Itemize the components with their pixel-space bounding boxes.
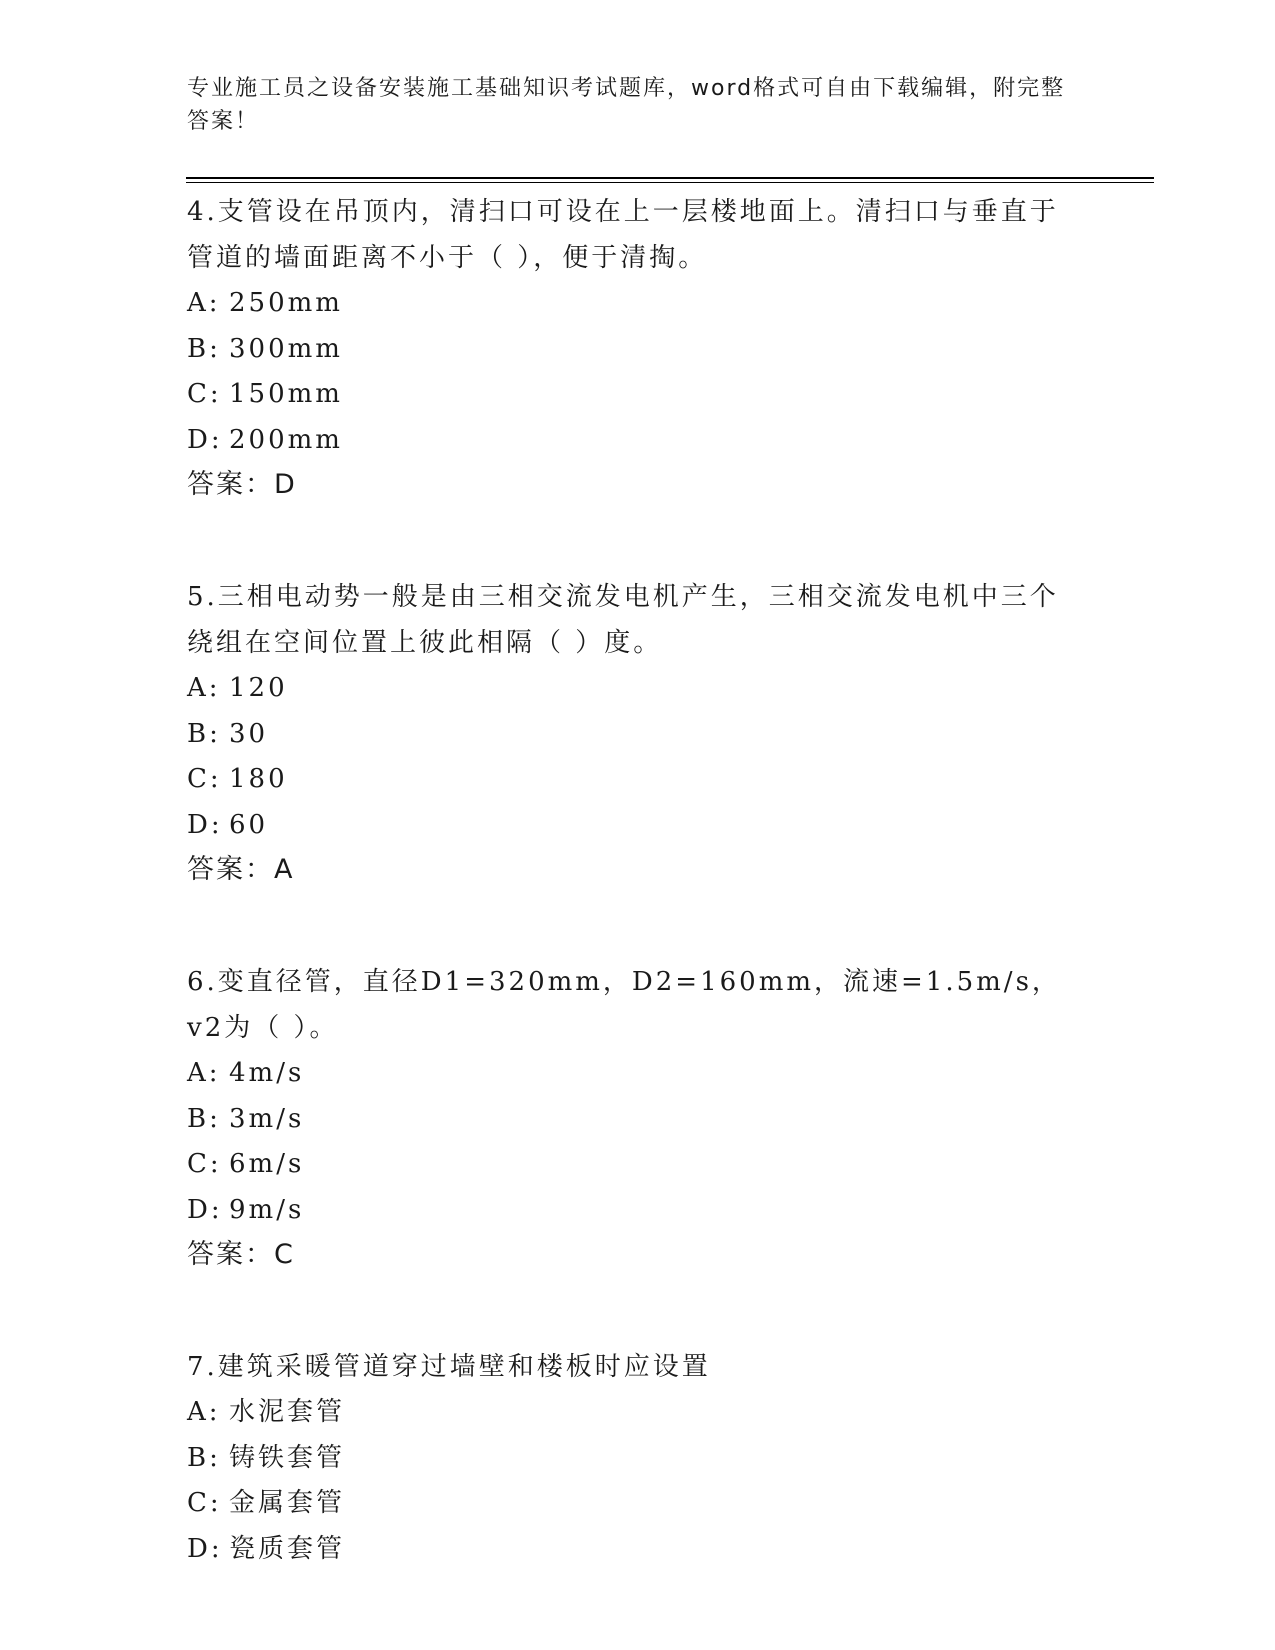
option-label: C: (187, 1149, 222, 1179)
option-text: 120 (229, 673, 288, 703)
question-stem: 7.建筑采暖管道穿过墙壁和楼板时应设置 (187, 1352, 711, 1382)
option-label: A: (187, 288, 221, 318)
option-b (187, 712, 1067, 758)
option-c (187, 757, 1067, 803)
option-text: 6m/s (229, 1149, 305, 1179)
option-a (187, 281, 1067, 327)
option-text: 150mm (229, 379, 343, 409)
header-divider-thick (186, 177, 1154, 179)
option-d (187, 418, 1067, 464)
option-text: 金属套管 (229, 1488, 346, 1518)
option-a (187, 1390, 1067, 1436)
option-text: 250mm (229, 288, 343, 318)
option-label: A: (187, 1397, 221, 1427)
option-text: 60 (229, 809, 269, 840)
option-text: 3m/s (229, 1103, 305, 1134)
option-label: A: (187, 1058, 221, 1088)
option-label: D: (187, 1533, 223, 1564)
option-text: 200mm (229, 424, 343, 455)
question-4 (187, 189, 1067, 507)
option-text: 瓷质套管 (229, 1533, 346, 1564)
question-stem: 6.变直径管，直径D1=320mm，D2=160mm，流速=1.5m/s，v2为（ ）。 (187, 967, 1061, 1043)
option-label: B: (187, 1442, 221, 1473)
option-c (187, 372, 1067, 418)
option-label: B: (187, 333, 221, 364)
option-label: A: (187, 673, 221, 703)
option-text: 30 (229, 718, 269, 749)
answer-line: 答案：C (187, 1239, 295, 1270)
option-b (187, 327, 1067, 373)
question-stem: 5.三相电动势一般是由三相交流发电机产生，三相交流发电机中三个绕组在空间位置上彼此相隔（ ）度。 (187, 582, 1059, 658)
option-text: 300mm (229, 333, 343, 364)
option-text: 9m/s (229, 1194, 305, 1225)
option-label: D: (187, 1194, 223, 1225)
option-c (187, 1481, 1067, 1527)
option-text: 铸铁套管 (229, 1442, 346, 1473)
option-d (187, 1527, 1067, 1573)
question-stem: 4.支管设在吊顶内，清扫口可设在上一层楼地面上。清扫口与垂直于管道的墙面距离不小于（ ），便于清掏。 (187, 197, 1059, 273)
question-5 (187, 574, 1067, 892)
document-header: 专业施工员之设备安装施工基础知识考试题库，word格式可自由下载编辑，附完整答案！ (187, 76, 1066, 134)
option-b (187, 1436, 1067, 1482)
option-c (187, 1142, 1067, 1188)
option-label: B: (187, 1103, 221, 1134)
option-d (187, 1188, 1067, 1234)
answer-line: 答案：A (187, 854, 295, 885)
option-text: 4m/s (229, 1058, 305, 1088)
option-text: 水泥套管 (229, 1397, 346, 1427)
option-label: C: (187, 379, 222, 409)
option-label: B: (187, 718, 221, 749)
option-b (187, 1097, 1067, 1143)
option-label: D: (187, 424, 223, 455)
option-text: 180 (229, 764, 288, 794)
question-list (187, 189, 1067, 1572)
question-7 (187, 1344, 1067, 1572)
question-6 (187, 959, 1067, 1277)
answer-line: 答案：D (187, 469, 297, 500)
option-a (187, 666, 1067, 712)
option-label: C: (187, 1488, 222, 1518)
option-label: C: (187, 764, 222, 794)
option-d (187, 803, 1067, 849)
option-a (187, 1051, 1067, 1097)
header-divider-thin (186, 182, 1154, 183)
option-label: D: (187, 809, 223, 840)
